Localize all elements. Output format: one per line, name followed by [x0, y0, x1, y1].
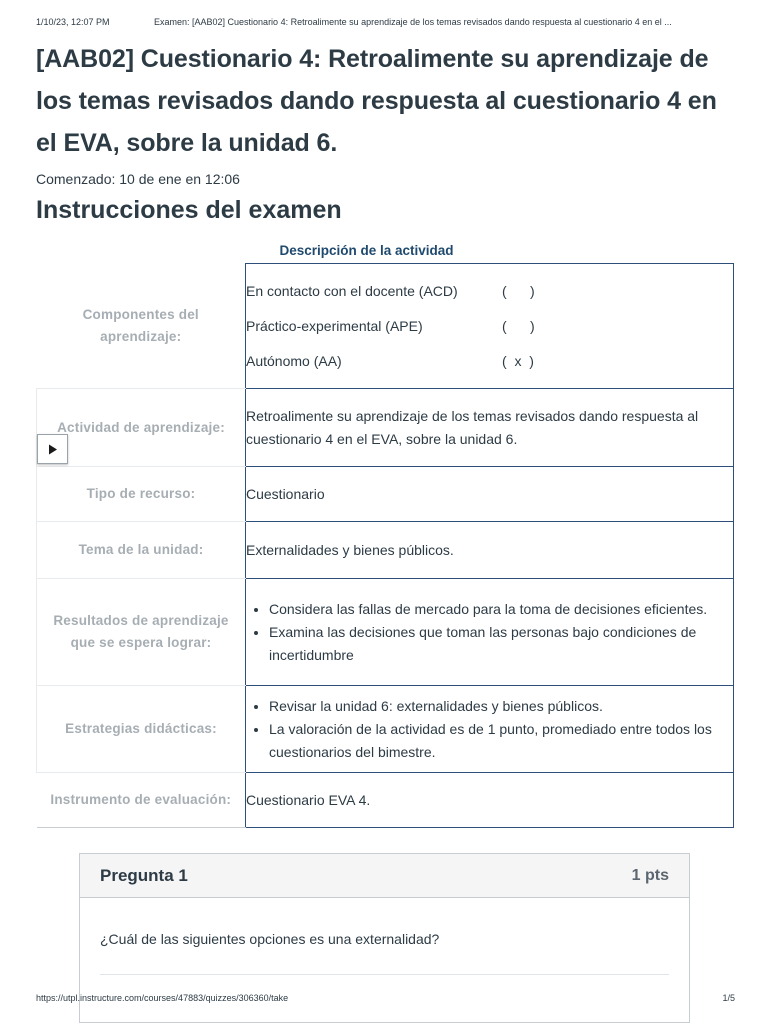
print-footer: [36, 993, 735, 1003]
table-row-activity: [37, 389, 734, 467]
strategies-list: [246, 695, 733, 764]
list-item: • Revisar la unidad 6: externalidades y bienes públicos.: [269, 695, 733, 718]
strategies-label: Estrategias didácticas:: [65, 721, 217, 736]
resource-type-label-cell: [37, 467, 246, 522]
table-row-resource-type: [37, 467, 734, 522]
component-mark: ( ): [502, 282, 535, 299]
question-header: [80, 854, 689, 898]
component-row-aa: [246, 344, 733, 379]
print-header: [36, 17, 736, 27]
component-name: Práctico-experimental (APE): [246, 317, 423, 334]
list-item: • La valoración de la actividad es de 1 punto, promediado entre todos los cuestionarios del bimestre.: [269, 718, 733, 764]
unit-topic-value: Externalidades y bienes públicos.: [246, 541, 454, 558]
print-url: https://utpl.instructure.com/courses/47883/quizzes/306360/take: [36, 993, 289, 1003]
activity-value-cell: [246, 389, 734, 467]
resource-type-value-cell: [246, 467, 734, 522]
unit-topic-label: Tema de la unidad:: [78, 542, 204, 557]
expected-results-label-cell: [37, 579, 246, 686]
component-mark: ( x ): [502, 352, 534, 369]
components-label: Componentes del aprendizaje:: [82, 306, 199, 344]
play-icon: [48, 444, 58, 455]
expected-results-list: [246, 598, 733, 667]
component-row-acd: [246, 274, 733, 309]
print-title: Examen: [AAB02] Cuestionario 4: Retroalimente su aprendizaje de los temas revisados dando respuesta al cuestionario 4 en el ...: [154, 17, 672, 27]
resource-type-label: Tipo de recurso:: [86, 486, 196, 501]
activity-description-table: [36, 263, 734, 828]
component-mark: ( ): [502, 317, 535, 334]
activity-label: Actividad de aprendizaje:: [57, 419, 225, 435]
strategies-label-cell: [37, 686, 246, 773]
unit-topic-value-cell: [246, 522, 734, 579]
resource-type-value: Cuestionario: [246, 485, 325, 502]
activity-label-cell: [37, 389, 246, 467]
evaluation-instrument-value: Cuestionario EVA 4.: [246, 791, 371, 808]
evaluation-instrument-value-cell: [246, 773, 734, 828]
table-row-evaluation-instrument: [37, 773, 734, 828]
expected-results-value-cell: [246, 579, 734, 686]
expected-results-label: Resultados de aprendizaje que se espera lograr:: [53, 613, 229, 650]
component-name: En contacto con el docente (ACD): [246, 282, 458, 299]
unit-topic-label-cell: [37, 522, 246, 579]
question-title: Pregunta 1: [100, 865, 188, 885]
table-row-components: [37, 264, 734, 389]
strategies-value-cell: [246, 686, 734, 773]
evaluation-instrument-label-cell: [37, 773, 246, 828]
question-text: ¿Cuál de las siguientes opciones es una externalidad?: [100, 931, 440, 947]
play-button[interactable]: [37, 434, 68, 464]
list-item: • Examina las decisiones que toman las personas bajo condiciones de incertidumbre: [269, 621, 733, 667]
started-timestamp: Comenzado: 10 de ene en 12:06: [36, 171, 240, 187]
table-row-unit-topic: [37, 522, 734, 579]
page-number: 1/5: [722, 993, 735, 1003]
question-divider: [100, 974, 669, 975]
evaluation-instrument-label: Instrumento de evaluación:: [50, 792, 232, 807]
components-label-cell: [37, 264, 246, 389]
list-item: • Considera las fallas de mercado para la toma de decisiones eficientes.: [269, 598, 733, 621]
component-name: Autónomo (AA): [246, 352, 342, 369]
question-points: 1 pts: [631, 866, 669, 884]
print-date: 1/10/23, 12:07 PM: [36, 17, 110, 27]
table-row-expected-results: [37, 579, 734, 686]
component-row-ape: [246, 309, 733, 344]
components-value-cell: [246, 264, 734, 389]
page-title: [AAB02] Cuestionario 4: Retroalimente su aprendizaje de los temas revisados dando respuesta al cuestionario 4 en el EVA, sobre la unidad 6.: [36, 45, 717, 157]
activity-value: Retroalimente su aprendizaje de los temas revisados dando respuesta al cuestionario 4 en el EVA, sobre la unidad 6.: [246, 407, 699, 447]
table-caption: Descripción de la actividad: [279, 243, 454, 258]
table-row-strategies: [37, 686, 734, 773]
instructions-heading: Instrucciones del examen: [36, 196, 342, 224]
